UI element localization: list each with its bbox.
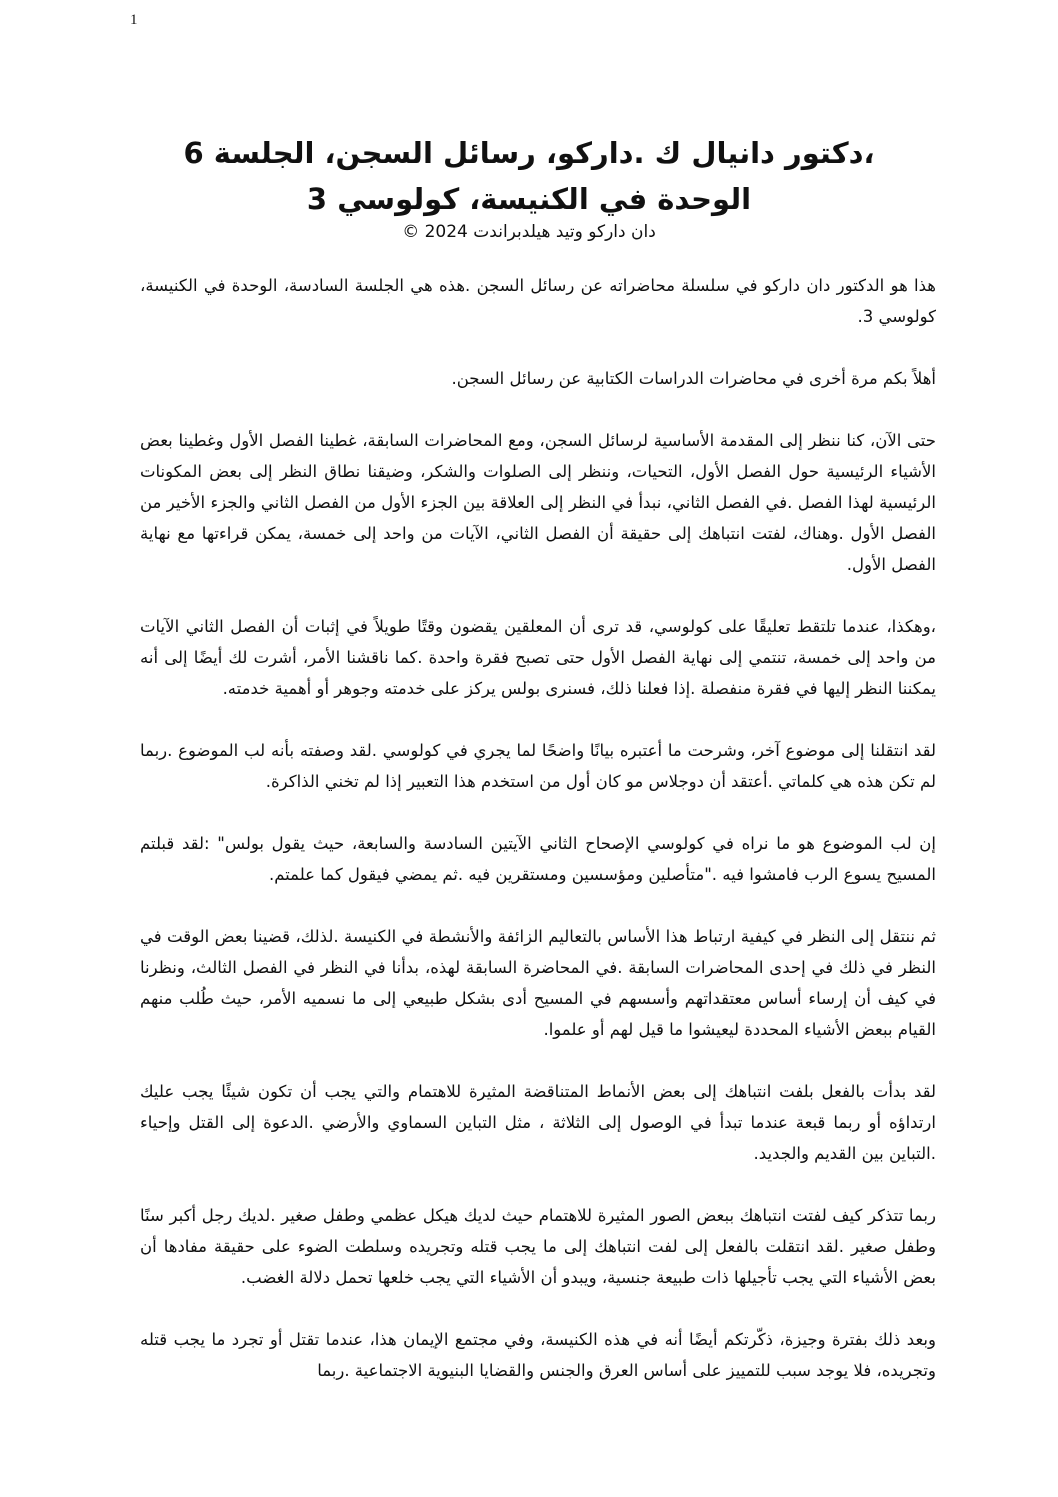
paragraph: ثم ننتقل إلى النظر في كيفية ارتباط هذا الأساس بالتعاليم الزائفة والأنشطة في الكنيسة .لذلك، قضينا بعض الوقت في النظر في ذلك في إحدى المحاضرات السابقة .في المحاضرة السابقة لهذه، بدأنا في النظر في الفصل الثالث، ونظرنا في كيف أن إرساء أساس معتقداتهم وأسسهم في المسيح أدى بشكل طبيعي إلى ما نسميه الأمر، حيث طُلب منهم القيام ببعض الأشياء المحددة ليعيشوا ما قيل لهم أو علموا. [140,927,936,1039]
paragraph: حتى الآن، كنا ننظر إلى المقدمة الأساسية لرسائل السجن، ومع المحاضرات السابقة، غطينا الفصل الأول وغطينا بعض الأشياء الرئيسية حول الفصل الأول، التحيات، وننظر إلى الصلوات والشكر، وضيقنا نطاق النظر إلى بعض المكونات الرئيسية لهذا الفصل .في الفصل الثاني، نبدأ في النظر إلى العلاقة بين الجزء الأول من الفصل الثاني والجزء الأخير من الفصل الأول .وهناك، لفتت انتباهك إلى حقيقة أن الفصل الثاني، الآيات من واحد إلى خمسة، يمكن قراءتها مع نهاية الفصل الأول. [140,431,936,574]
paragraph: ربما تتذكر كيف لفتت انتباهك ببعض الصور المثيرة للاهتمام حيث لديك هيكل عظمي وطفل صغير .لديك رجل أكبر سنًا وطفل صغير .لقد انتقلت بالفعل إلى لفت انتباهك إلى ما يجب قتله وتجريده وسلطت الضوء على حقيقة مفادها أن بعض الأشياء التي يجب تأجيلها ذات طبيعة جنسية، ويبدو أن الأشياء التي يجب خلعها تحمل دلالة الغضب. [140,1206,936,1287]
title-line-1: ،دكتور دانيال ك .داركو، رسائل السجن، الجلسة 6 [183,136,875,170]
document-body [140,270,936,1417]
title-line-2: الوحدة في الكنيسة، كولوسي 3 [306,182,752,216]
document-title [120,130,938,222]
paragraph: لقد انتقلنا إلى موضوع آخر، وشرحت ما أعتبره بيانًا واضحًا لما يجري في كولوسي .لقد وصفته بأنه لب الموضوع .ربما لم تكن هذه هي كلماتي .أعتقد أن دوجلاس مو كان أول من استخدم هذا التعبير إذا لم تخني الذاكرة. [140,741,936,791]
copyright-subtitle: دان داركو وتيد هيلدبراندت 2024 © [402,222,656,242]
paragraph: لقد بدأت بالفعل بلفت انتباهك إلى بعض الأنماط المتناقضة المثيرة للاهتمام والتي يجب أن تكون شيئًا يجب عليك ارتداؤه أو ربما قبعة عندما تبدأ في الوصول إلى الثلاثة ، مثل التباين السماوي والأرضي .الدعوة إلى القتل وإحياء .التباين بين القديم والجديد. [140,1082,936,1163]
paragraph: هذا هو الدكتور دان داركو في سلسلة محاضراته عن رسائل السجن .هذه هي الجلسة السادسة، الوحدة في الكنيسة، كولوسي 3. [140,276,936,326]
paragraph: ،وهكذا، عندما تلتقط تعليقًا على كولوسي، قد ترى أن المعلقين يقضون وقتًا طويلاً في إثبات أن الفصل الثاني الآيات من واحد إلى خمسة، تنتمي إلى نهاية الفصل الأول حتى تصبح فقرة واحدة .كما ناقشنا الأمر، أشرت لك أيضًا إلى أنه يمكننا النظر إليها في فقرة منفصلة .إذا فعلنا ذلك، فسنرى بولس يركز على خدمته وجوهر أو أهمية خدمته. [140,617,936,698]
page-number: 1 [130,12,138,28]
paragraph: وبعد ذلك بفترة وجيزة، ذكّرتكم أيضًا أنه في هذه الكنيسة، وفي مجتمع الإيمان هذا، عندما تقتل أو تجرد ما يجب قتله وتجريده، فلا يوجد سبب للتمييز على أساس العرق والجنس والقضايا البنيوية الاجتماعية .ربما [140,1330,936,1380]
paragraph: إن لب الموضوع هو ما نراه في كولوسي الإصحاح الثاني الآيتين السادسة والسابعة، حيث يقول بولس" :لقد قبلتم المسيح يسوع الرب فامشوا فيه ."متأصلين ومؤسسين ومستقرين فيه .ثم يمضي فيقول كما علمتم. [140,834,936,884]
paragraph: أهلاً بكم مرة أخرى في محاضرات الدراسات الكتابية عن رسائل السجن. [451,369,936,388]
